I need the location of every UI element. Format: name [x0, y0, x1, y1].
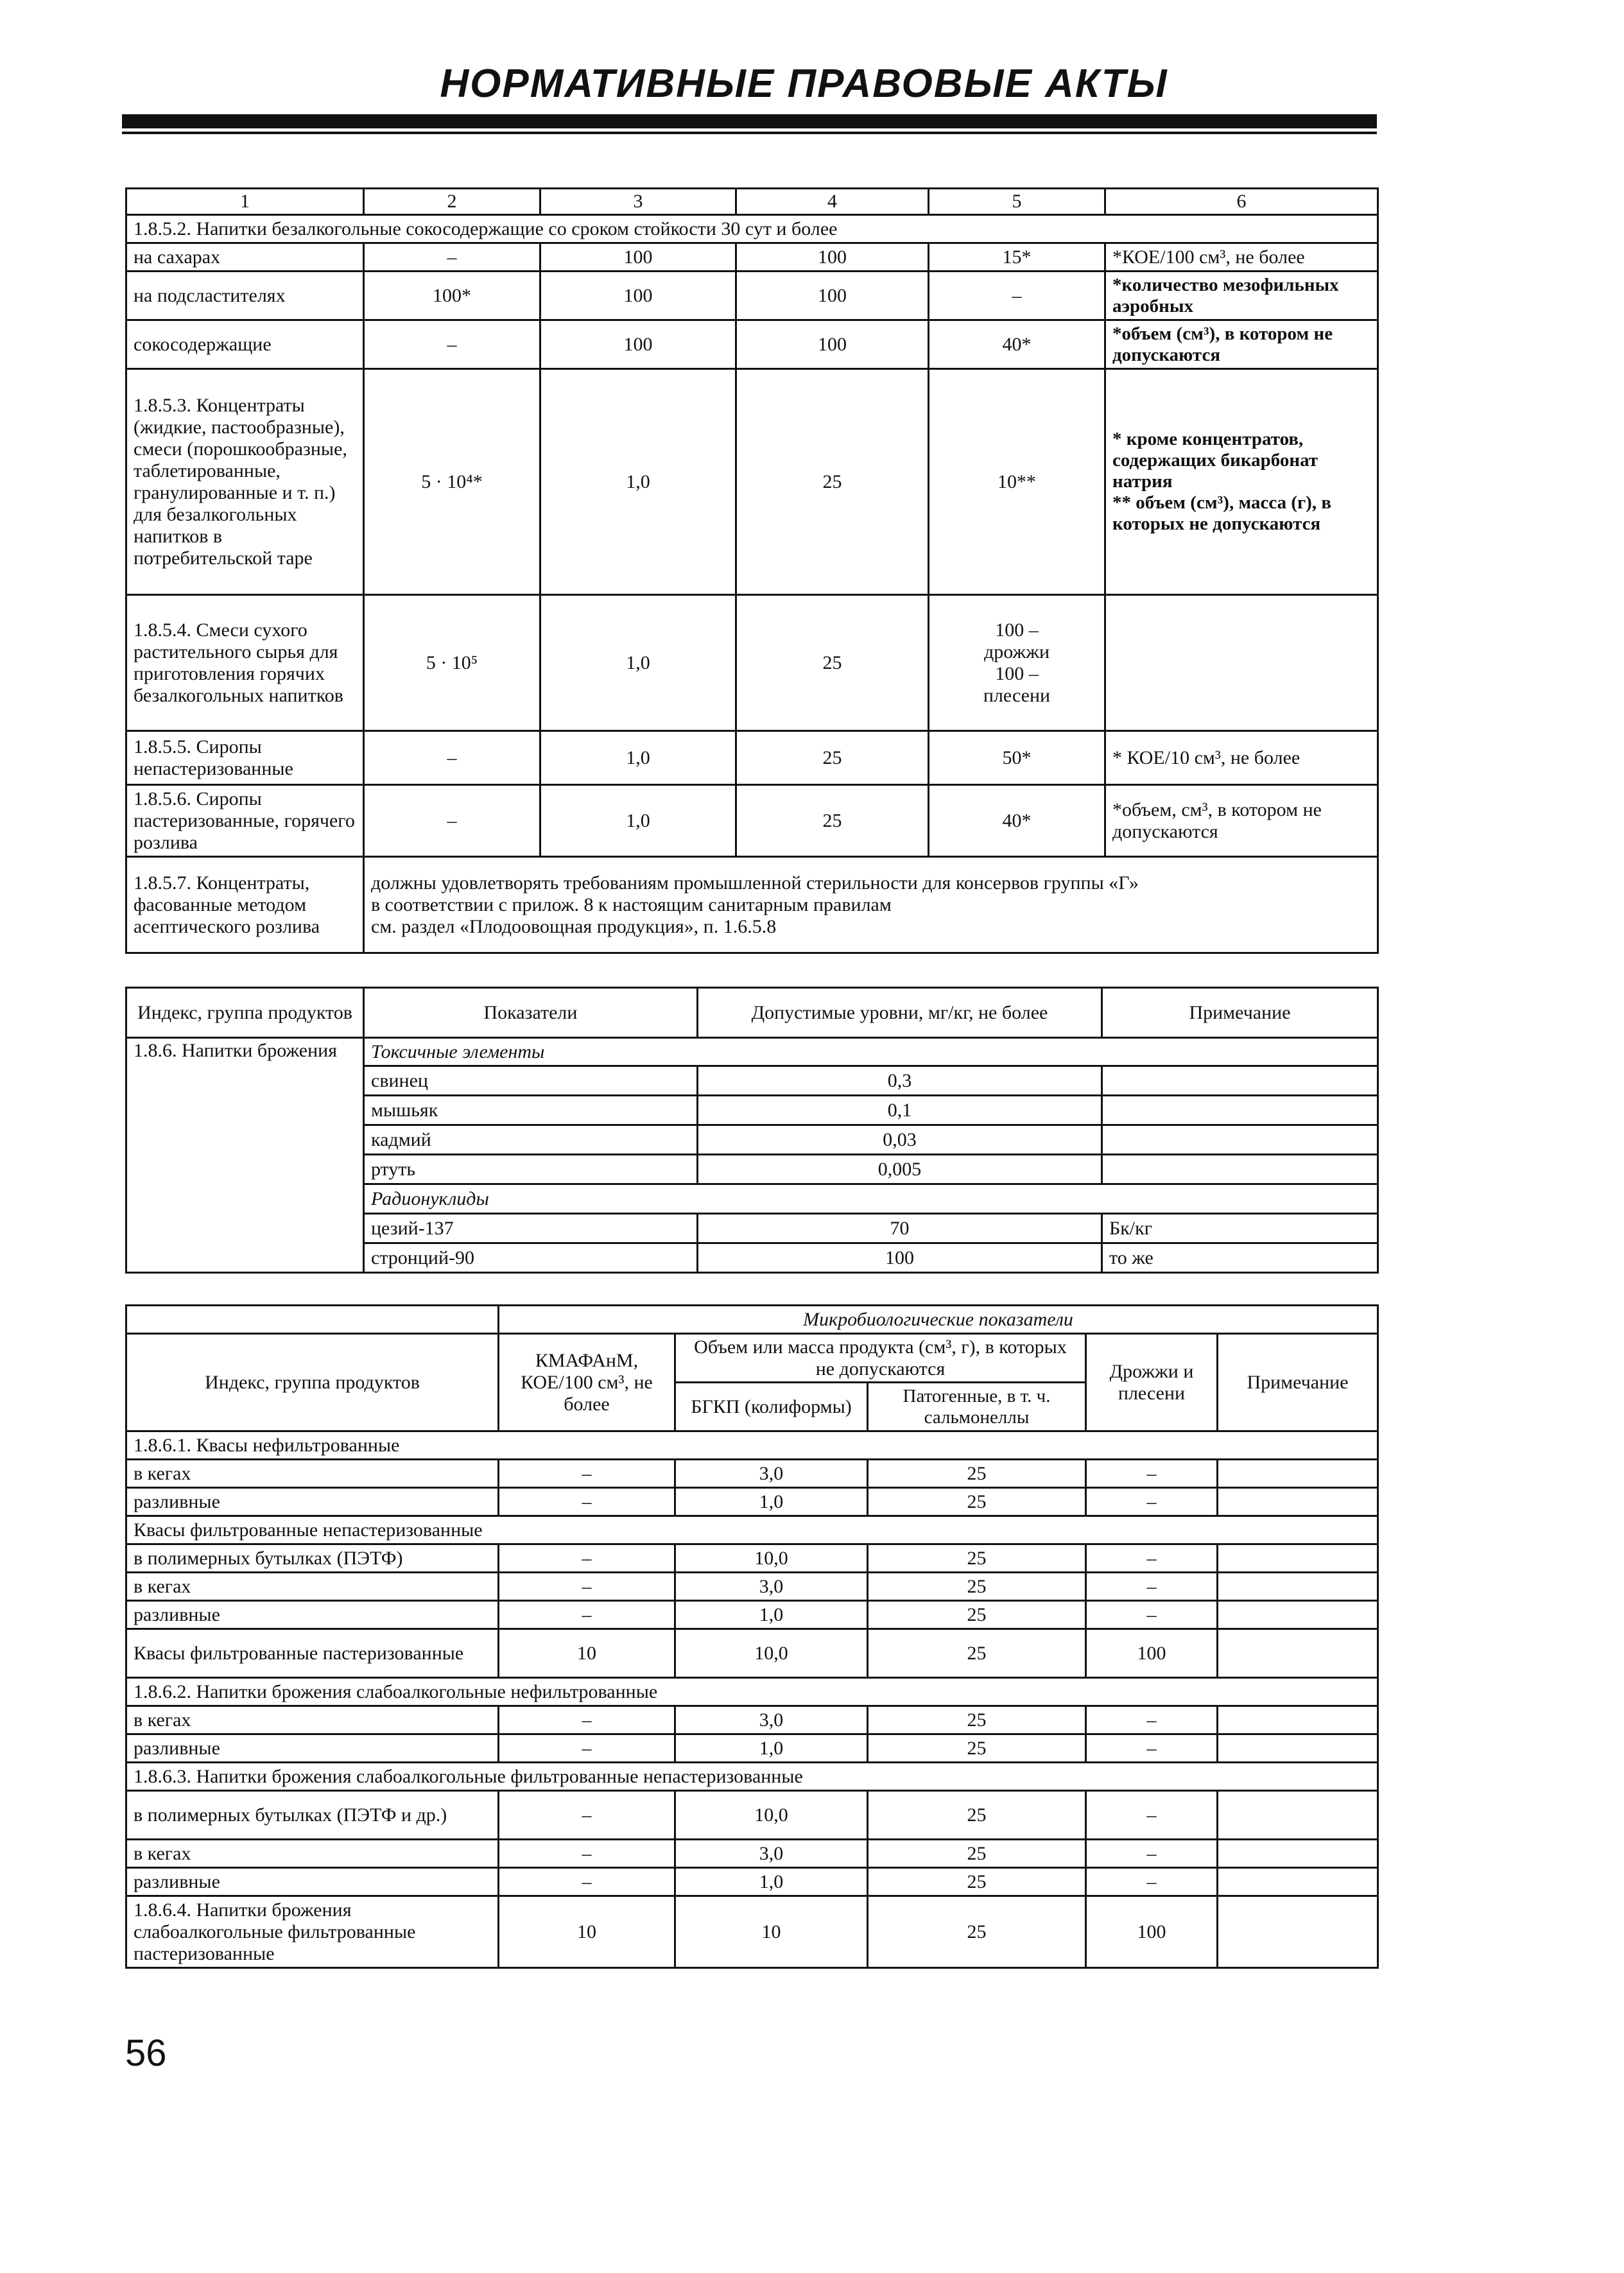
table-row — [126, 272, 1378, 320]
merged-note-cell — [364, 857, 1378, 953]
table-title-spacer — [126, 1306, 499, 1334]
note-cell — [1218, 1840, 1378, 1868]
kmafanm-value: – — [499, 1460, 675, 1488]
pathogenic-value: 25 — [868, 1544, 1086, 1573]
note-cell — [1218, 1544, 1378, 1573]
bgkp-value: 3,0 — [675, 1840, 868, 1868]
cell: – — [364, 243, 540, 272]
cell: 1,0 — [540, 785, 736, 857]
note-cell: * КОЕ/10 см³, не более — [1105, 731, 1378, 785]
header-index: Индекс, группа продуктов — [126, 1334, 499, 1431]
note-cell — [1218, 1573, 1378, 1601]
level-value: 100 — [698, 1243, 1102, 1273]
table-header-row — [126, 1334, 1378, 1383]
note-cell — [1218, 1868, 1378, 1896]
note-line: должны удовлетворять требованиям промышленной стерильности для консервов группы «Г» — [371, 872, 1139, 894]
section-row — [126, 1431, 1378, 1460]
pathogenic-value: 25 — [868, 1868, 1086, 1896]
level-value: 0,3 — [698, 1066, 1102, 1096]
table-row — [126, 1038, 1378, 1066]
pathogenic-value: 25 — [868, 1460, 1086, 1488]
cell-line: плесени — [983, 684, 1051, 706]
yeast-value: – — [1086, 1601, 1218, 1629]
kmafanm-value: 10 — [499, 1896, 675, 1968]
row-name: разливные — [126, 1601, 499, 1629]
table-row — [126, 1791, 1378, 1840]
kmafanm-value: – — [499, 1488, 675, 1516]
note-cell — [1105, 369, 1378, 595]
cell: 5 · 10⁵ — [364, 595, 540, 731]
pathogenic-value: 25 — [868, 1734, 1086, 1763]
cell: 1,0 — [540, 369, 736, 595]
row-name: в полимерных бутылках (ПЭТФ) — [126, 1544, 499, 1573]
table-row — [126, 1706, 1378, 1734]
subheader-toxic: Токсичные элементы — [364, 1038, 1378, 1066]
note-cell: *объем (см³), в котором не допускаются — [1105, 320, 1378, 369]
bgkp-value: 1,0 — [675, 1488, 868, 1516]
yeast-value: – — [1086, 1734, 1218, 1763]
cell: – — [364, 320, 540, 369]
bgkp-value: 10,0 — [675, 1791, 868, 1840]
row-name: 1.8.6.4. Напитки брожения слабоалкогольные фильтрованные пастеризованные — [126, 1896, 499, 1968]
table-row — [126, 595, 1378, 731]
note-cell — [1102, 1096, 1378, 1125]
note-cell: то же — [1102, 1243, 1378, 1273]
row-name: в кегах — [126, 1840, 499, 1868]
header-pathogenic: Патогенные, в т. ч. сальмонеллы — [868, 1383, 1086, 1431]
section-row — [126, 1763, 1378, 1791]
pathogenic-value: 25 — [868, 1896, 1086, 1968]
cell: 25 — [736, 731, 929, 785]
note-cell — [1218, 1460, 1378, 1488]
cell-line: 100 – — [995, 662, 1039, 684]
cell: 1,0 — [540, 731, 736, 785]
cell: 100 — [540, 243, 736, 272]
note-cell — [1218, 1706, 1378, 1734]
table-row — [126, 731, 1378, 785]
kmafanm-value: – — [499, 1734, 675, 1763]
note-cell — [1218, 1896, 1378, 1968]
level-value: 0,005 — [698, 1155, 1102, 1184]
table-row — [126, 320, 1378, 369]
row-name: 1.8.5.4. Смеси сухого растительного сырья для приготовления горячих безалкогольных напитков — [126, 595, 364, 731]
cell: 100 — [736, 272, 929, 320]
col-number-4: 4 — [736, 189, 929, 215]
bgkp-value: 3,0 — [675, 1573, 868, 1601]
cell: 10** — [929, 369, 1105, 595]
kmafanm-value: – — [499, 1544, 675, 1573]
header-note: Примечание — [1102, 988, 1378, 1038]
bgkp-value: 3,0 — [675, 1460, 868, 1488]
cell: 15* — [929, 243, 1105, 272]
cell: 1,0 — [540, 595, 736, 731]
col-number-3: 3 — [540, 189, 736, 215]
bgkp-value: 1,0 — [675, 1734, 868, 1763]
row-name: в полимерных бутылках (ПЭТФ и др.) — [126, 1791, 499, 1840]
table-row — [126, 1896, 1378, 1968]
note-line: в соответствии с прилож. 8 к настоящим санитарным правилам — [371, 894, 892, 915]
row-name: 1.8.5.3. Концентраты (жидкие, пастообразные), смеси (порошкообразные, таблетированные, гранулированные и т. п.) для безалкогольных напитков в потребительской таре — [126, 369, 364, 595]
cell: 100* — [364, 272, 540, 320]
note-line: см. раздел «Плодоовощная продукция», п. 1.6.5.8 — [371, 915, 777, 937]
bgkp-value: 10,0 — [675, 1629, 868, 1678]
table-microbiology-fermented — [125, 1304, 1379, 1969]
bgkp-value: 10 — [675, 1896, 868, 1968]
col-number-2: 2 — [364, 189, 540, 215]
kmafanm-value: – — [499, 1601, 675, 1629]
pathogenic-value: 25 — [868, 1601, 1086, 1629]
kmafanm-value: 10 — [499, 1629, 675, 1678]
header-rule-thin — [122, 132, 1377, 134]
row-name: 1.8.5.7. Концентраты, фасованные методом асептического розлива — [126, 857, 364, 953]
section-title: 1.8.6.2. Напитки брожения слабоалкогольные нефильтрованные — [126, 1678, 1378, 1706]
indicator-name: цезий-137 — [364, 1214, 698, 1243]
yeast-value: – — [1086, 1706, 1218, 1734]
row-name: на подсластителях — [126, 272, 364, 320]
row-name: на сахарах — [126, 243, 364, 272]
note-cell: Бк/кг — [1102, 1214, 1378, 1243]
cell-line: 100 – — [995, 619, 1039, 641]
page-number: 56 — [125, 2032, 167, 2074]
cell: – — [929, 272, 1105, 320]
yeast-value: 100 — [1086, 1629, 1218, 1678]
bgkp-value: 3,0 — [675, 1706, 868, 1734]
note-cell — [1218, 1791, 1378, 1840]
indicator-name: свинец — [364, 1066, 698, 1096]
row-name: разливные — [126, 1868, 499, 1896]
pathogenic-value: 25 — [868, 1706, 1086, 1734]
table-row — [126, 1840, 1378, 1868]
table-title-row — [126, 1306, 1378, 1334]
note-cell — [1105, 595, 1378, 731]
note-line: * кроме концентратов, содержащих бикарбонат натрия — [1112, 429, 1318, 492]
cell: 100 — [540, 272, 736, 320]
table-row — [126, 785, 1378, 857]
kmafanm-value: – — [499, 1706, 675, 1734]
kmafanm-value: – — [499, 1791, 675, 1840]
table-row — [126, 1573, 1378, 1601]
table-row — [126, 369, 1378, 595]
section-row — [126, 1516, 1378, 1544]
bgkp-value: 10,0 — [675, 1544, 868, 1573]
page-title: НОРМАТИВНЫЕ ПРАВОВЫЕ АКТЫ — [440, 62, 1168, 106]
pathogenic-value: 25 — [868, 1573, 1086, 1601]
pathogenic-value: 25 — [868, 1629, 1086, 1678]
indicator-name: мышьяк — [364, 1096, 698, 1125]
col-number-6: 6 — [1105, 189, 1378, 215]
header-rule-thick — [122, 114, 1377, 128]
note-cell — [1218, 1488, 1378, 1516]
yeast-value: – — [1086, 1840, 1218, 1868]
row-name: 1.8.5.5. Сиропы непастеризованные — [126, 731, 364, 785]
col-number-1: 1 — [126, 189, 364, 215]
pathogenic-value: 25 — [868, 1840, 1086, 1868]
note-cell: *КОЕ/100 см³, не более — [1105, 243, 1378, 272]
note-line: ** объем (см³), масса (г), в которых не допускаются — [1112, 492, 1331, 534]
note-cell — [1102, 1125, 1378, 1155]
row-name: сокосодержащие — [126, 320, 364, 369]
table-row — [126, 1544, 1378, 1573]
table-microbiology-soft-drinks — [125, 187, 1379, 954]
header-volume: Объем или масса продукта (см³, г), в которых не допускаются — [675, 1334, 1086, 1383]
table-row — [126, 1868, 1378, 1896]
bgkp-value: 1,0 — [675, 1868, 868, 1896]
header-levels: Допустимые уровни, мг/кг, не более — [698, 988, 1102, 1038]
section-row — [126, 1678, 1378, 1706]
note-cell — [1102, 1155, 1378, 1184]
kmafanm-value: – — [499, 1868, 675, 1896]
level-value: 0,1 — [698, 1096, 1102, 1125]
yeast-value: – — [1086, 1460, 1218, 1488]
row-name: в кегах — [126, 1706, 499, 1734]
section-title: 1.8.6.1. Квасы нефильтрованные — [126, 1431, 1378, 1460]
header-index: Индекс, группа продуктов — [126, 988, 364, 1038]
yeast-value: – — [1086, 1488, 1218, 1516]
header-yeast: Дрожжи и плесени — [1086, 1334, 1218, 1431]
pathogenic-value: 25 — [868, 1488, 1086, 1516]
yeast-value: – — [1086, 1791, 1218, 1840]
table-row — [126, 243, 1378, 272]
table-header-row — [126, 988, 1378, 1038]
col-number-5: 5 — [929, 189, 1105, 215]
table-row — [126, 1601, 1378, 1629]
indicator-name: стронций-90 — [364, 1243, 698, 1273]
cell: 25 — [736, 595, 929, 731]
bgkp-value: 1,0 — [675, 1601, 868, 1629]
cell: 5 · 10⁴* — [364, 369, 540, 595]
kmafanm-value: – — [499, 1573, 675, 1601]
row-name: 1.8.5.6. Сиропы пастеризованные, горячего розлива — [126, 785, 364, 857]
kmafanm-value: – — [499, 1840, 675, 1868]
cell-line: дрожжи — [983, 641, 1050, 662]
subheader-radio: Радионуклиды — [364, 1184, 1378, 1214]
cell — [929, 595, 1105, 731]
header-kmafanm: КМАФАнМ, КОЕ/100 см³, не более — [499, 1334, 675, 1431]
level-value: 0,03 — [698, 1125, 1102, 1155]
table-row — [126, 1629, 1378, 1678]
note-cell: *объем, см³, в котором не допускаются — [1105, 785, 1378, 857]
cell: 40* — [929, 320, 1105, 369]
table-row — [126, 1460, 1378, 1488]
table-row — [126, 1734, 1378, 1763]
yeast-value: 100 — [1086, 1896, 1218, 1968]
yeast-value: – — [1086, 1868, 1218, 1896]
cell: 25 — [736, 785, 929, 857]
pathogenic-value: 25 — [868, 1791, 1086, 1840]
yeast-value: – — [1086, 1544, 1218, 1573]
cell: 100 — [736, 320, 929, 369]
yeast-value: – — [1086, 1573, 1218, 1601]
row-name: в кегах — [126, 1460, 499, 1488]
group-name: 1.8.6. Напитки брожения — [126, 1038, 364, 1273]
note-cell: *количество мезофильных аэробных — [1105, 272, 1378, 320]
note-cell — [1218, 1629, 1378, 1678]
row-name: в кегах — [126, 1573, 499, 1601]
cell: 50* — [929, 731, 1105, 785]
table-title: Микробиологические показатели — [499, 1306, 1378, 1334]
cell: 25 — [736, 369, 929, 595]
header-indicators: Показатели — [364, 988, 698, 1038]
column-number-row — [126, 189, 1378, 215]
cell: 100 — [540, 320, 736, 369]
row-name: разливные — [126, 1488, 499, 1516]
indicator-name: кадмий — [364, 1125, 698, 1155]
table-toxic-elements — [125, 987, 1379, 1274]
indicator-name: ртуть — [364, 1155, 698, 1184]
row-name: Квасы фильтрованные пастеризованные — [126, 1629, 499, 1678]
table-row — [126, 1488, 1378, 1516]
note-cell — [1102, 1066, 1378, 1096]
cell: 40* — [929, 785, 1105, 857]
cell: – — [364, 785, 540, 857]
section-title: Квасы фильтрованные непастеризованные — [126, 1516, 1378, 1544]
header-bgkp: БГКП (колиформы) — [675, 1383, 868, 1431]
section-title: 1.8.6.3. Напитки брожения слабоалкогольные фильтрованные непастеризованные — [126, 1763, 1378, 1791]
section-row — [126, 215, 1378, 243]
cell: 100 — [736, 243, 929, 272]
cell: – — [364, 731, 540, 785]
note-cell — [1218, 1734, 1378, 1763]
level-value: 70 — [698, 1214, 1102, 1243]
header-note: Примечание — [1218, 1334, 1378, 1431]
table-row — [126, 857, 1378, 953]
note-cell — [1218, 1601, 1378, 1629]
row-name: разливные — [126, 1734, 499, 1763]
section-title: 1.8.5.2. Напитки безалкогольные сокосодержащие со сроком стойкости 30 сут и более — [126, 215, 1378, 243]
